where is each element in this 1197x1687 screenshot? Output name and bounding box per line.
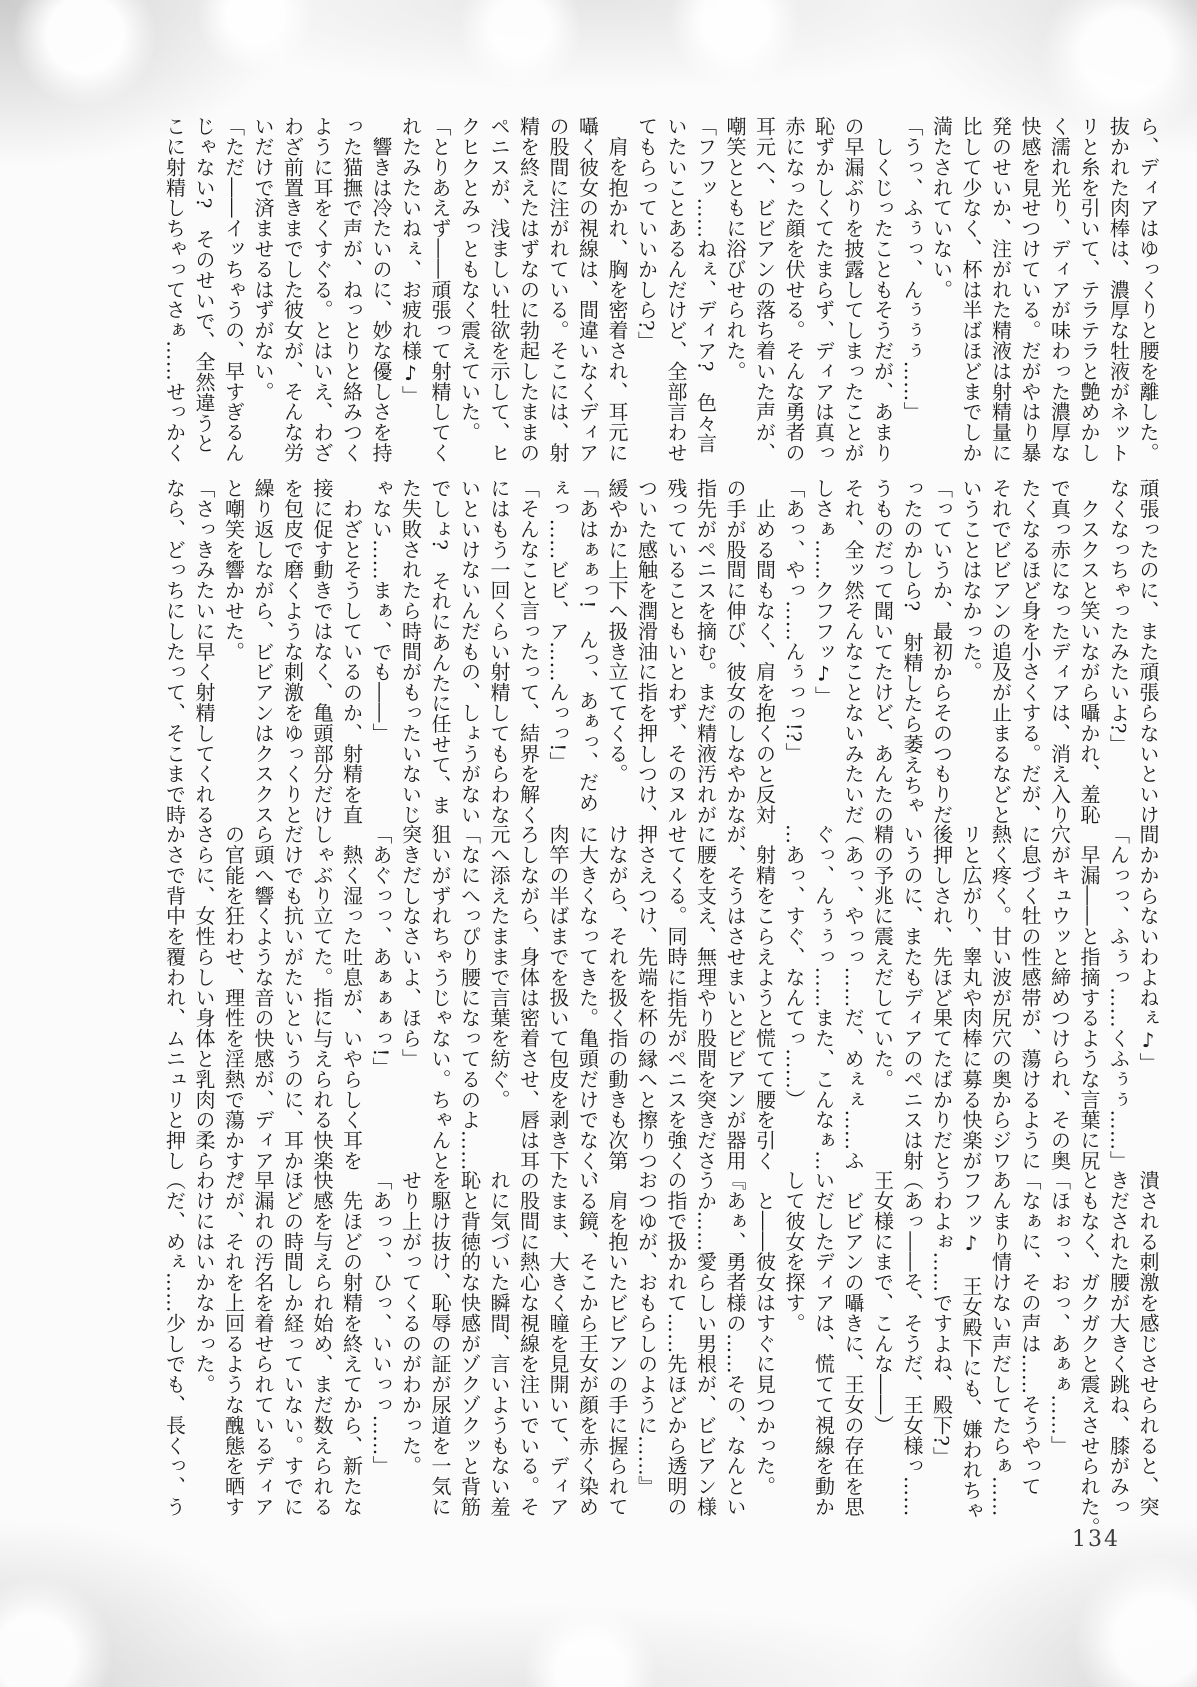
text-column: 残っていることもいとわず、そのヌル [664,478,688,825]
text-column: して彼女を探す。 [782,1170,806,1334]
text-column: 「んっっ、ふぅっ……くふぅぅ……」 [1106,824,1131,1171]
text-column: 精の予兆に震えだしていた。 [870,824,895,1090]
text-column: 快感を見せつけている。だがやはり暴 [1018,116,1042,463]
text-column: に息づく牡の性感帯が、蕩けるように [1018,824,1042,1171]
text-column: かさで背中を覆われ、ムニュリと押し [162,824,187,1171]
text-column: 快感を与えられ始め、まだ数えられる [310,1170,334,1517]
text-column: 「ただ――イッちゃうの、早すぎるん [221,116,246,463]
text-column: けながら、それを扱く指の動きも次第 [605,824,629,1171]
text-column: 「あはぁぁっ! んっ、あぁっ、だめ [575,478,600,813]
text-column: 止める間もなく、肩を抱くのと反対 [752,478,777,825]
text-column: 王女様にまで、こんな――） [870,1170,895,1436]
text-column: 狙いがずれちゃうじゃない。ちゃんと [428,824,452,1171]
text-column: いうのに、またもディアのペニスは射 [900,824,924,1171]
text-column: わざとそうしているのか、射精を直 [339,478,364,825]
text-column: に大きくなってきた。亀頭だけでなく、 [575,824,600,1192]
text-column: だけでも抗いがたいというのに、耳か [280,824,305,1171]
text-column: 突きだしなさいよ、ほら」 [398,824,423,1069]
text-column: 肉竿の半ばまでを扱いて包皮を剥き下 [546,824,570,1171]
text-column: 「そんなこと言ったって、結界を解く [516,478,541,825]
text-column: 押さえつけ、先端を杯の縁へと擦りつ [634,824,659,1171]
text-column: 「とりあえず――頑張って射精してく [428,116,452,463]
text-column: た失敗されたら時間がもったいないじ [398,478,423,825]
text-column: こに射精しちゃってさぁ……せっかく [162,116,187,463]
text-column: それ、全ッ然そんなことないみたいだ [841,478,865,825]
text-column: クヒクとみっともなく震えていた。 [457,116,482,443]
text-column: 熱く疼く。甘い波が尻穴の奥からジワ [988,824,1013,1171]
text-column: 間かからないわよねぇ♪」 [1136,824,1160,1073]
text-column: で真っ赤になったディアは、消え入り [1047,478,1072,825]
text-band-2 [159,478,1162,830]
text-column: 接に促す動きではなく、亀頭部分だけ [310,478,334,825]
text-column: じゃない? そのせいで、全然違うと [192,116,216,454]
text-column: 「うっ、ふぅっ、んぅぅぅ……」 [900,116,924,422]
text-column: てもらっていいかしら?」 [634,116,659,352]
text-column: しさぁ……クフフッ♪」 [811,478,836,707]
text-column: 「あっ、やっ……んぅっっ!?」 [782,478,806,763]
text-column: 発のせいか、注がれた精液は射精量に [988,116,1013,463]
text-column: リと糸を引いて、テラテラと艶めかし [1077,116,1101,463]
text-column: ともなく、ガクガクと震えさせられた。 [1077,1170,1101,1538]
text-column: それでビビアンの追及が止まるなどと [988,478,1013,825]
text-column: の早漏ぶりを披露してしまったことが [841,116,865,463]
text-column: （だ、めぇ……少しでも、長くっ、う [162,1170,187,1517]
text-column: ゃない……まぁ、でも――」 [369,478,393,744]
text-column: いうことはなかった。 [959,478,983,682]
text-column: うか……愛らしい男根が、ビビアン様 [693,1170,718,1517]
text-column: 「フフッ……ねぇ、ディア? 色々言 [693,116,718,454]
text-column: 元へ添えたままで言葉を紡ぐ。 [487,824,511,1110]
text-column: 繰り返しながら、ビビアンはクスクス [251,478,275,825]
text-column: 耳元へ、ビビアンの落ち着いた声が、 [752,116,777,463]
text-column: 「っていうか、最初からそのつもりだ [929,478,954,825]
text-column: 「さっきみたいに早く射精してくれる [192,478,216,825]
text-column: 早漏れの汚名を着せられているディア [251,1170,275,1517]
text-column: 響きは冷たいのに、妙な優しさを持 [369,116,393,463]
text-column: の官能を狂わせ、理性を淫熱で蕩かす。 [221,824,246,1192]
text-column: （あっ――そ、そうだ、王女様っ…… [900,1170,924,1517]
text-column: いといけないんだもの、しょうがない [457,478,482,825]
text-column: ように耳をくすぐる。とはいえ、わざ [310,116,334,463]
text-column: クスクスと笑いながら囁かれ、羞恥 [1077,478,1101,825]
text-column: 潰される刺激を感じさせられると、突 [1136,1170,1160,1517]
text-column: 熱く湿った吐息が、いやらしく耳を [339,824,364,1171]
text-column: 赤になった顔を伏せる。そんな勇者の [782,116,806,463]
text-band-3 [159,824,1162,1192]
text-column: だが、それを上回るような醜態を晒す [221,1170,246,1517]
text-column: うわよぉ……ですよね、殿下?」 [929,1170,954,1467]
text-column: 先ほどの射精を終えてから、新たな [339,1170,364,1517]
text-column: と嘲笑を響かせた。 [221,478,246,662]
text-column: ぐっ、んぅぅっ……また、こんなぁ… [811,824,836,1171]
text-column: く濡れ光り、ディアが味わった濃厚な [1047,116,1072,463]
text-column: 緩やかに上下へ扱き立ててくる。 [605,478,629,784]
text-column: 囁く彼女の視線は、間違いなくディア [575,116,600,463]
text-column: にはもう一回くらい射精してもらわな [487,478,511,825]
text-column: フフッ♪ 王女殿下にも、嫌われちゃ [959,1170,983,1521]
text-column: 満たされていない。 [929,116,954,300]
text-column: せり上がってくるのがわかった。 [398,1170,423,1476]
text-column: を駆け抜け、恥辱の証が尿道を一気に [428,1170,452,1517]
text-column: れに気づいた瞬間、言いようもない羞 [487,1170,511,1517]
text-band-4 [159,1170,1162,1538]
text-column: わけにはいかなかった。 [192,1170,216,1395]
text-column: 精を終えたはずなのに勃起したままの [516,116,541,463]
text-column: でしょ? それにあんたに任せて、ま [428,478,452,816]
text-column: に腰を支え、無理やり股間を突きださ [693,824,718,1171]
text-column: 頑張ったのに、また頑張らないといけ [1136,478,1160,825]
text-column: 肩を抱いたビビアンの手に握られて [605,1170,629,1517]
text-column: 抜かれた肉棒は、濃厚な牡液がネット [1106,116,1131,463]
text-column: ビビアンの囁きに、王女の存在を思 [841,1170,865,1517]
text-column: 「なぁに、その声は……そうやって [1018,1170,1042,1497]
text-column: 比して少なく、杯は半ばほどまでしか [959,116,983,463]
text-column: れたみたいねぇ、お疲れ様♪」 [398,116,423,406]
text-column: ほどの時間しか経っていない。すでに [280,1170,305,1517]
text-column: ろしながら、身体は密着させ、唇は耳 [516,824,541,1171]
text-column: ったのかしら? 射精したら萎えちゃ [900,478,924,816]
text-column: リと広がり、睾丸や肉棒に募る快楽が [959,824,983,1171]
text-column: なくなっちゃったみたいよ?」 [1106,478,1131,755]
text-column: 嘲笑とともに浴びせられた。 [723,116,747,382]
text-column: ら頭へ響くような音の快感が、ディア [251,824,275,1171]
text-column: と――彼女はすぐに見つかった。 [752,1170,777,1497]
text-column: いだしたディアは、慌てて視線を動か [811,1170,836,1517]
text-column: おつゆが、おもらしのように……』 [634,1170,659,1497]
text-column: 指先がペニスを摘む。まだ精液汚れが [693,478,718,825]
text-column: ぇっ……ビビ、ア……んっっ!」 [546,478,570,773]
text-column: 「あぐっっ、あぁぁぁっ!」 [369,824,393,1078]
text-column: さらに、女性らしい身体と乳肉の柔ら [192,824,216,1171]
text-column: たまま、大きく瞳を見開いて、ディア [546,1170,570,1517]
text-column: いたいことあるんだけど、全部言わせ [664,116,688,463]
text-column: いる鏡、そこから王女が顔を赤く染め [575,1170,600,1517]
text-column: たくなるほど身を小さくする。だが、 [1018,478,1042,825]
text-column: （あっ、やっっ……だ、めぇぇ……ふ [841,824,865,1171]
text-column: ついた感触を潤滑油に指を押しつけ、 [634,478,659,825]
text-column: あんまり情けない声だしてたらぁ…… [988,1170,1013,1517]
text-column: 肩を抱かれ、胸を密着され、耳元に [605,116,629,463]
text-column: うものだって聞いてたけど、あんたの [870,478,895,825]
text-column: 『あぁ、勇者様の……その、なんとい [723,1170,747,1517]
text-column: せてくる。同時に指先がペニスを強く [664,824,688,1171]
text-band-1 [159,116,1162,468]
text-column: の股間に注がれている。そこには、射 [546,116,570,463]
text-column: 「なにへっぴり腰になってるのよ…… [457,824,482,1171]
text-column: の股間に熱心な視線を注いでいる。そ [516,1170,541,1517]
text-column: 恥と背徳的な快感がゾクゾクッと背筋 [457,1170,482,1517]
text-column: …あっ、すぐ、なんてっ……） [782,824,806,1110]
text-column: わざ前置きまでした彼女が、そんな労 [280,116,305,463]
page-number: 134 [1072,1527,1120,1552]
text-column: 恥ずかしくてたまらず、ディアは真っ [811,116,836,463]
text-column: なら、どっちにしたって、そこまで時 [162,478,187,825]
text-column: ら、ディアはゆっくりと腰を離した。 [1136,116,1160,463]
text-column: を包皮で磨くような刺激をゆっくりと [280,478,305,825]
text-column: の手が股間に伸び、彼女のしなやかな [723,478,747,825]
text-column: 穴がキュウッと締めつけられ、その奥 [1047,824,1072,1171]
text-column: った猫撫で声が、ねっとりと絡みつく [339,116,364,463]
text-column: ペニスが、浅ましい牡欲を示して、ヒ [487,116,511,463]
text-column: しくじったこともそうだが、あまり [870,116,895,463]
text-column: の指で扱かれて……先ほどから透明の [664,1170,688,1517]
text-column: が、そうはさせまいとビビアンが器用 [723,824,747,1171]
text-column: いだけで済ませるはずがない。 [251,116,275,402]
text-column: 「あっっ、ひっ、いいっっ……」 [369,1170,393,1476]
text-column: 射精をこらえようと慌てて腰を引く [752,824,777,1171]
text-column: しゃぶり立てた。指に与えられる快楽 [310,824,334,1171]
text-column: 「ほぉっ、おっ、あぁぁ……」 [1047,1170,1072,1456]
text-column: 早漏――と指摘するような言葉に尻 [1077,824,1101,1171]
text-column: きだされた腰が大きく跳ね、膝がみっ [1106,1170,1131,1517]
text-column: 後押しされ、先ほど果てたばかりだと [929,824,954,1171]
